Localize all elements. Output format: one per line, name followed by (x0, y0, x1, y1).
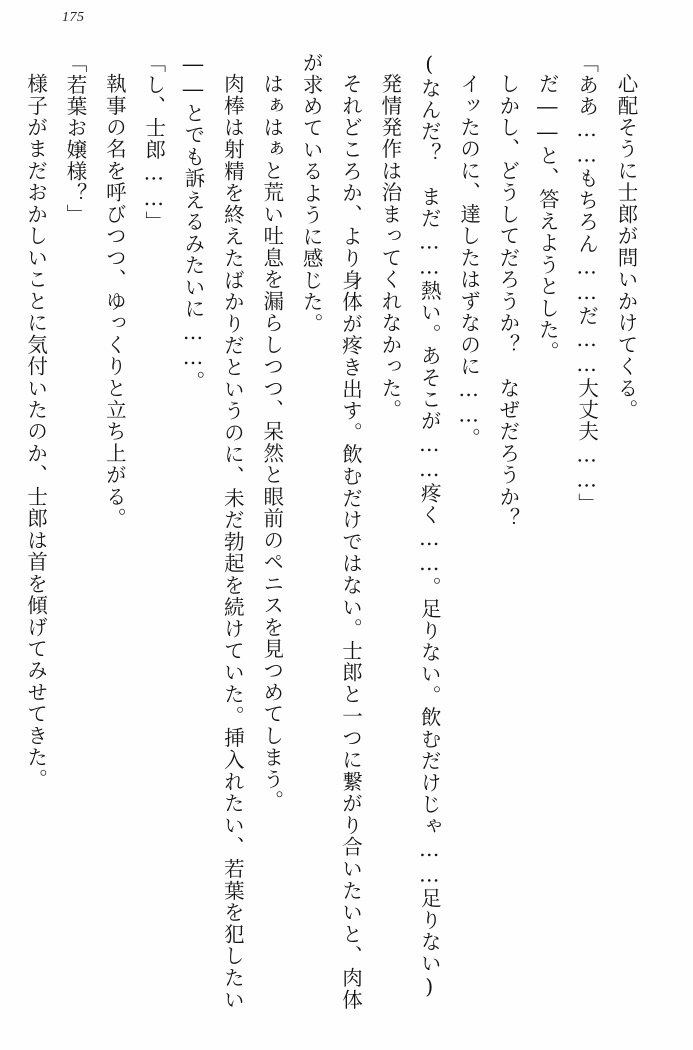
paragraph: だ――と、答えようとした。 (535, 72, 560, 362)
paragraph: 肉棒は射精を終えたばかりだというのに、未だ勃起を続けていた。挿入れたい、若葉を犯したい――とでも訴えるみたいに……。 (181, 52, 245, 1010)
paragraph: 心配そうに士郎が問いかけてくる。 (614, 72, 638, 421)
paragraph: 「し、士郎……」 (141, 52, 166, 233)
paragraph: 様子がまだおかしいことに気付いたのか、士郎は首を傾げてみせてきた。 (23, 72, 48, 790)
paragraph: 執事の名を呼びつつ、ゆっくりと立ち上がる。 (102, 72, 127, 529)
paragraph: 発情発作は治まってくれなかった。 (377, 72, 402, 421)
paragraph: 「若葉お嬢様？」 (62, 52, 87, 226)
paragraph: イッたのに、達したはずなのに……。 (456, 72, 481, 449)
paragraph: はぁはぁと荒い吐息を漏らしつつ、呆然と眼前のペニスを見つめてしまう。 (259, 72, 284, 812)
paragraph: 「ああ……もちろん……だ……大丈夫……」 (574, 52, 599, 515)
page-body-text (23, 52, 645, 1010)
paragraph: (なんだ？ まだ……熱い。あそこが……疼く……。足りない。飲むだけじゃ……足りない) (417, 52, 442, 1000)
paragraph: しかし、どうしてだろうか？ なぜだろうか？ (495, 72, 520, 529)
paragraph: それどころか、より身体が疼き出す。飲むだけではない。士郎と一つに繋がり合いたいと、肉体が求めているように感じた。 (299, 52, 363, 1010)
page-number: 175 (62, 10, 85, 25)
